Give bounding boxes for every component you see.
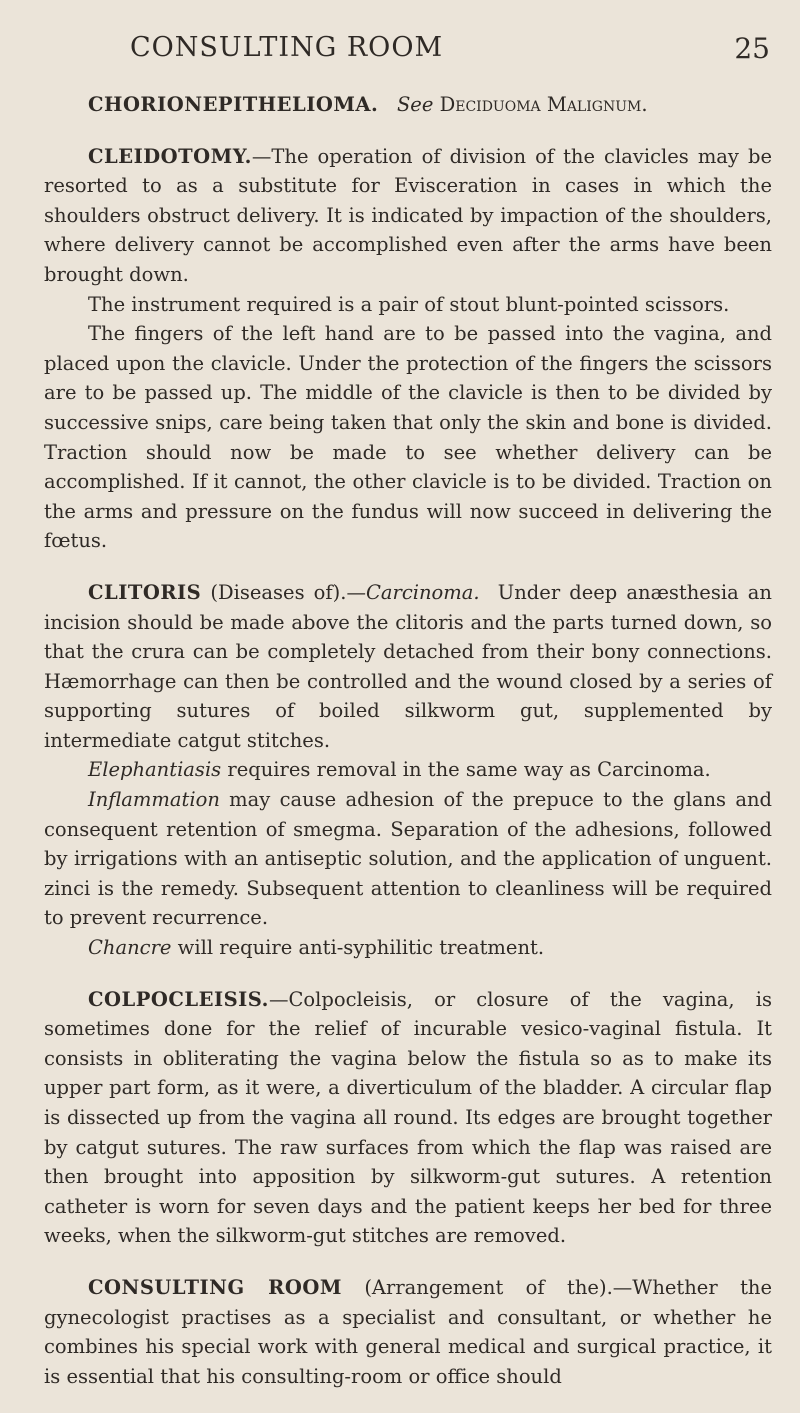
entry-colpocleisis <box>44 985 772 1251</box>
entry-cleidotomy <box>44 142 772 556</box>
paragraph <box>44 985 772 1251</box>
paragraph <box>44 755 772 785</box>
paragraph <box>44 578 772 756</box>
paragraph: The fingers of the left hand are to be passed into the vagina, and placed upon the clavicle. Under the protection of the fingers the scissors are to be passed up. The middle of the clavicle is then to be divided by successive snips, care being taken that only the skin and bone is divided. Traction should now be made to see whether delivery can be accomplished. If it cannot, the other clavicle is to be divided. Traction on the arms and pressure on the fundus will now succeed in delivering the fœtus. <box>44 322 772 553</box>
headword: CONSULTING ROOM <box>88 1275 342 1299</box>
paragraph <box>44 785 772 933</box>
paragraph-text: will require anti-syphilitic treatment. <box>177 936 545 960</box>
paragraph <box>44 1273 772 1391</box>
running-title: CONSULTING ROOM <box>130 32 444 63</box>
entry-clitoris <box>44 578 772 963</box>
headword: CHORIONEPITHELIOMA. <box>88 93 379 116</box>
paragraph-text: requires removal in the same way as Carcinoma. <box>227 758 711 782</box>
subheading-chancre: Chancre <box>88 936 172 960</box>
paragraph <box>44 142 772 290</box>
subheading-carcinoma: Carcinoma. <box>365 580 480 604</box>
headword: CLEIDOTOMY. <box>88 144 252 168</box>
page-number: 25 <box>734 32 770 65</box>
paragraph-text: —Colpocleisis, or closure of the vagina, is sometimes done for the relief of incurable vesico-vaginal fistula. It consists in obliterating the vagina below the fistula so as to make its upper part form, as it were, a diverticulum of the bladder. A circular flap is dissected up from the vagina all round. Its edges are brought together by catgut sutures. The raw surfaces from which the flap was raised are then brought into apposition by silkworm-gut sutures. A retention catheter is worn for seven days and the patient keeps her bed for three weeks, when the silkworm-gut stitches are removed. <box>44 987 772 1248</box>
see-label: See <box>396 93 434 116</box>
subheading-inflammation: Inflammation <box>88 788 220 812</box>
subtitle: (Diseases of).— <box>210 580 366 604</box>
paragraph <box>44 933 772 963</box>
page-header <box>130 30 770 70</box>
entry-chorionepithelioma <box>44 90 772 120</box>
paragraph-text: —The operation of division of the clavicles may be resorted to as a substitute for Evisceration in cases in which the shoulders obstruct delivery. It is indicated by impaction of the shoulders, where delivery cannot be accomplished even after the arms have been brought down. <box>44 144 772 286</box>
paragraph-text: (Arrangement of the).—Whether the gynecologist practises as a specialist and consultant, or whether he combines his special work with general medical and surgical practice, it is essential that his consulting-room or office should <box>44 1275 773 1388</box>
headword: COLPOCLEISIS. <box>88 987 269 1011</box>
entry-consulting-room <box>44 1273 772 1391</box>
paragraph-text: Under deep anæsthesia an incision should be made above the clitoris and the parts turned down, so that the crura can be completely detached from their bony connections. Hæmorrhage can then be controlled and the wound closed by a series of supporting sutures of boiled silkworm gut, supplemented by intermediate catgut stitches. <box>44 580 772 752</box>
headword: CLITORIS <box>88 580 202 604</box>
subheading-elephantiasis: Elephantiasis <box>88 758 222 782</box>
body-text <box>44 90 772 1413</box>
paragraph <box>44 90 772 120</box>
paragraph: The instrument required is a pair of stout blunt-pointed scissors. <box>88 292 730 316</box>
cross-reference: Deciduoma Malignum. <box>439 93 648 116</box>
paragraph-text: may cause adhesion of the prepuce to the glans and consequent retention of smegma. Separation of the adhesions, followed by irrigations with an antiseptic solution, and the application of unguent. zinci is the remedy. Subsequent attention to cleanliness will be required to prevent recurrence. <box>44 788 772 930</box>
